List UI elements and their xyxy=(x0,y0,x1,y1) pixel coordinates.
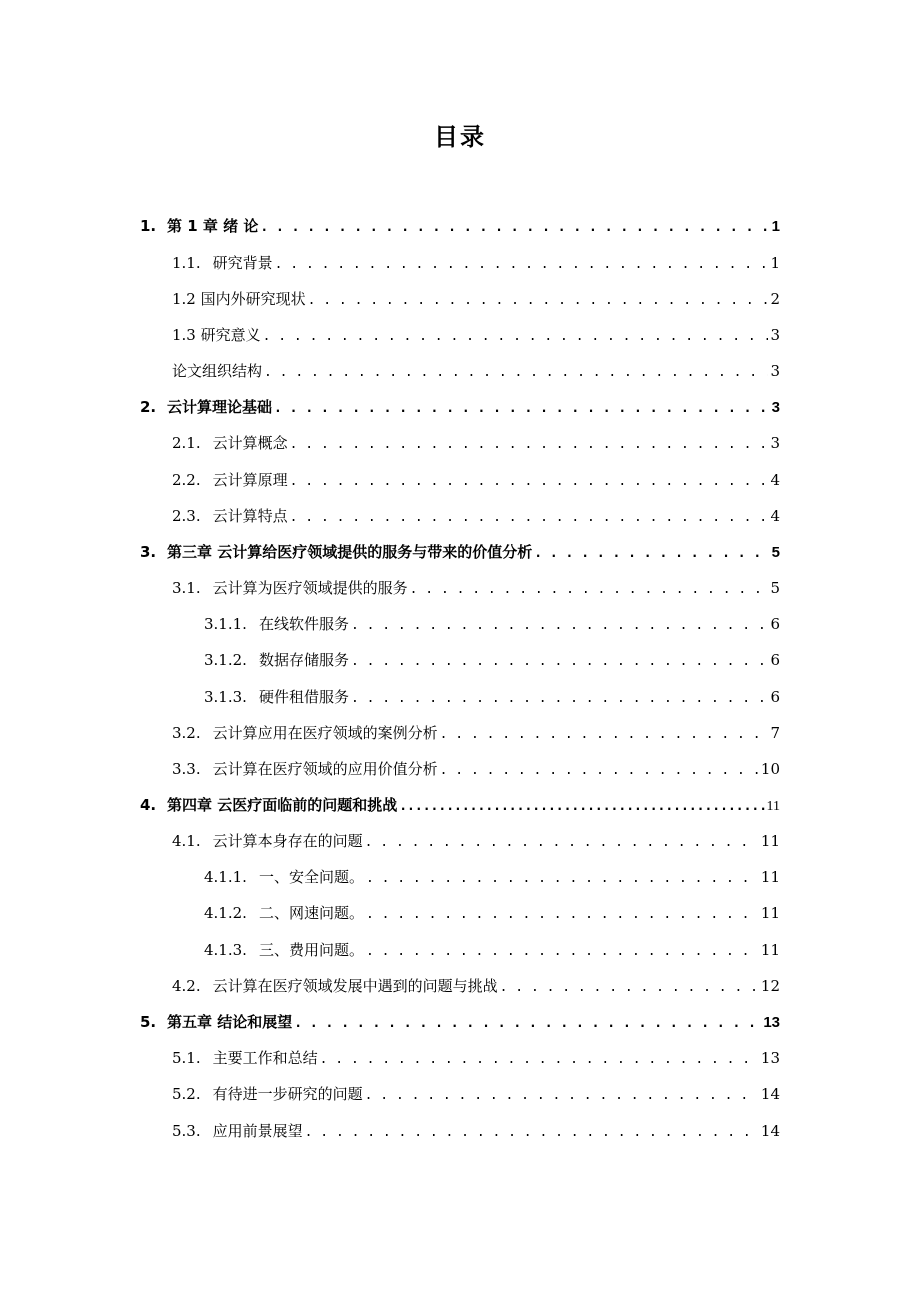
toc-entry[interactable] xyxy=(172,358,780,384)
toc-entry-title: 三、费用问题。 xyxy=(258,941,364,959)
toc-entry-number: 3.1. xyxy=(172,579,201,597)
toc-entry-number: 4.1.1. xyxy=(204,868,247,886)
page-title: 目录 xyxy=(434,123,486,151)
toc-entry-page: 6 xyxy=(770,615,780,633)
toc-entry-page: 3 xyxy=(771,399,780,416)
toc-dot-leader xyxy=(290,505,769,531)
toc-entry-title: 有待进一步研究的问题 xyxy=(212,1085,363,1103)
toc-entry[interactable] xyxy=(140,394,780,420)
toc-entry-title: 云计算原理 xyxy=(212,471,288,489)
toc-entry-number: 5.3. xyxy=(172,1122,201,1140)
toc-entry-title: 云计算概念 xyxy=(212,434,288,452)
toc-entry-number: 2.1. xyxy=(172,434,201,452)
toc-entry-page: 10 xyxy=(760,760,780,778)
toc-dot-leader xyxy=(260,215,769,241)
toc-entry[interactable] xyxy=(172,322,780,348)
toc-entry-number: 1. xyxy=(140,217,157,235)
toc-entry-page: 6 xyxy=(770,688,780,706)
toc-entry[interactable] xyxy=(172,286,780,312)
toc-entry-page: 14 xyxy=(760,1085,780,1103)
toc-dot-leader xyxy=(366,902,759,928)
toc-entry-title: 云计算应用在医疗领域的案例分析 xyxy=(212,724,438,742)
toc-entry-number: 5.1. xyxy=(172,1049,201,1067)
toc-entry-page: 3 xyxy=(770,362,780,380)
toc-entry-page: 11 xyxy=(760,832,780,850)
toc-entry-page: 4 xyxy=(770,507,780,525)
toc-dot-leader xyxy=(264,360,768,386)
toc-dot-leader xyxy=(534,541,769,567)
toc-entry-number: 2.3. xyxy=(172,507,201,525)
toc-entry-title: 第三章 云计算给医疗领域提供的服务与带来的价值分析 xyxy=(167,543,533,561)
toc-entry[interactable] xyxy=(140,1009,780,1035)
toc-dot-leader xyxy=(290,469,769,495)
toc-entry-title: 云计算为医疗领域提供的服务 xyxy=(212,579,408,597)
toc-dot-leader xyxy=(365,1083,759,1109)
toc-entry-page: 6 xyxy=(770,651,780,669)
toc-entry[interactable] xyxy=(140,792,780,818)
toc-entry-number: 3.1.2. xyxy=(204,651,247,669)
toc-dot-leader xyxy=(366,866,759,892)
toc-entry-number: 2.2. xyxy=(172,471,201,489)
toc-entry-title: 主要工作和总结 xyxy=(212,1049,318,1067)
toc-entry[interactable] xyxy=(204,611,780,637)
toc-dot-leader xyxy=(399,794,764,820)
toc-dot-leader xyxy=(365,830,759,856)
toc-entry-number: 4.1. xyxy=(172,832,201,850)
toc-entry[interactable] xyxy=(172,430,780,456)
toc-entry-title: 在线软件服务 xyxy=(258,615,349,633)
toc-entry-title: 云计算本身存在的问题 xyxy=(212,832,363,850)
toc-entry-title: 一、安全问题。 xyxy=(258,868,364,886)
toc-entry-title: 论文组织结构 xyxy=(172,362,263,380)
toc-entry-number: 4. xyxy=(140,796,157,814)
toc-entry-title: 硬件租借服务 xyxy=(258,688,349,706)
toc-dot-leader xyxy=(351,613,769,639)
toc-entry-page: 11 xyxy=(760,904,780,922)
toc-entry[interactable] xyxy=(172,973,780,999)
toc-entry[interactable] xyxy=(204,900,780,926)
toc-entry-number: 5. xyxy=(140,1013,157,1031)
toc-entry[interactable] xyxy=(172,503,780,529)
toc-entry-number: 4.1.3. xyxy=(204,941,247,959)
toc-entry-page: 11 xyxy=(766,799,780,814)
toc-entry[interactable] xyxy=(172,828,780,854)
toc-entry-number: 3.2. xyxy=(172,724,201,742)
toc-entry-title: 第四章 云医疗面临前的问题和挑战 xyxy=(167,796,398,814)
toc-entry-page: 5 xyxy=(770,579,780,597)
toc-entry-page: 1 xyxy=(770,254,780,272)
toc-entry-title: 1.2 国内外研究现状 xyxy=(172,290,306,308)
toc-entry[interactable] xyxy=(172,467,780,493)
toc-entry[interactable] xyxy=(204,864,780,890)
toc-entry-number: 3. xyxy=(140,543,157,561)
toc-entry-page: 5 xyxy=(771,544,780,561)
toc-entry-page: 2 xyxy=(770,290,780,308)
toc-dot-leader xyxy=(294,1011,761,1037)
toc-entry[interactable] xyxy=(172,1081,780,1107)
toc-dot-leader xyxy=(410,577,769,603)
toc-dot-leader xyxy=(263,324,769,350)
toc-entry-title: 研究背景 xyxy=(212,254,273,272)
toc-entry[interactable] xyxy=(172,1118,780,1144)
toc-entry-page: 4 xyxy=(770,471,780,489)
toc-dot-leader xyxy=(290,432,769,458)
toc-entry-number: 5.2. xyxy=(172,1085,201,1103)
toc-entry-title: 云计算在医疗领域发展中遇到的问题与挑战 xyxy=(212,977,498,995)
toc-dot-leader xyxy=(351,686,769,712)
toc-entry-number: 4.1.2. xyxy=(204,904,247,922)
toc-entry-title: 云计算理论基础 xyxy=(167,398,273,416)
toc-entry-page: 7 xyxy=(770,724,780,742)
toc-entry[interactable] xyxy=(172,250,780,276)
toc-dot-leader xyxy=(500,975,759,1001)
toc-entry-page: 11 xyxy=(760,941,780,959)
toc-dot-leader xyxy=(308,288,769,314)
toc-entry-title: 1.3 研究意义 xyxy=(172,326,261,344)
toc-entry-page: 14 xyxy=(760,1122,780,1140)
toc-dot-leader xyxy=(320,1047,759,1073)
toc-entry-page: 13 xyxy=(760,1049,780,1067)
toc-entry-number: 2. xyxy=(140,398,157,416)
toc-dot-leader xyxy=(440,758,759,784)
toc-entry[interactable] xyxy=(140,539,780,565)
toc-entry-title: 云计算特点 xyxy=(212,507,288,525)
toc-entry-page: 13 xyxy=(763,1014,780,1031)
toc-entry-page: 1 xyxy=(771,218,780,235)
toc-dot-leader xyxy=(366,939,759,965)
toc-entry[interactable] xyxy=(140,213,780,239)
toc-entry-page: 11 xyxy=(760,868,780,886)
toc-entry-title: 数据存储服务 xyxy=(258,651,349,669)
toc-dot-leader xyxy=(274,396,770,422)
toc-entry[interactable] xyxy=(204,684,780,710)
toc-entry-title: 第 1 章 绪 论 xyxy=(167,217,259,235)
toc-entry-number: 3.1.3. xyxy=(204,688,247,706)
toc-entry[interactable] xyxy=(172,575,780,601)
toc-entry[interactable] xyxy=(172,1045,780,1071)
toc-entry[interactable] xyxy=(204,937,780,963)
toc-entry-number: 3.3. xyxy=(172,760,201,778)
toc-entry[interactable] xyxy=(172,756,780,782)
toc-entry-page: 3 xyxy=(770,434,780,452)
toc-entry-title: 云计算在医疗领域的应用价值分析 xyxy=(212,760,438,778)
toc-entry-title: 第五章 结论和展望 xyxy=(167,1013,293,1031)
toc-entry-title: 二、网速问题。 xyxy=(258,904,364,922)
toc-entry-title: 应用前景展望 xyxy=(212,1122,303,1140)
toc-entry-number: 1.1. xyxy=(172,254,201,272)
toc-entry[interactable] xyxy=(204,647,780,673)
toc-entry-page: 3 xyxy=(770,326,780,344)
toc-entry-number: 3.1.1. xyxy=(204,615,247,633)
toc-entry-number: 4.2. xyxy=(172,977,201,995)
toc-dot-leader xyxy=(275,252,769,278)
toc-entry[interactable] xyxy=(172,720,780,746)
toc-entry-page: 12 xyxy=(760,977,780,995)
toc-dot-leader xyxy=(440,722,769,748)
toc-dot-leader xyxy=(351,649,769,675)
toc-dot-leader xyxy=(305,1120,759,1146)
